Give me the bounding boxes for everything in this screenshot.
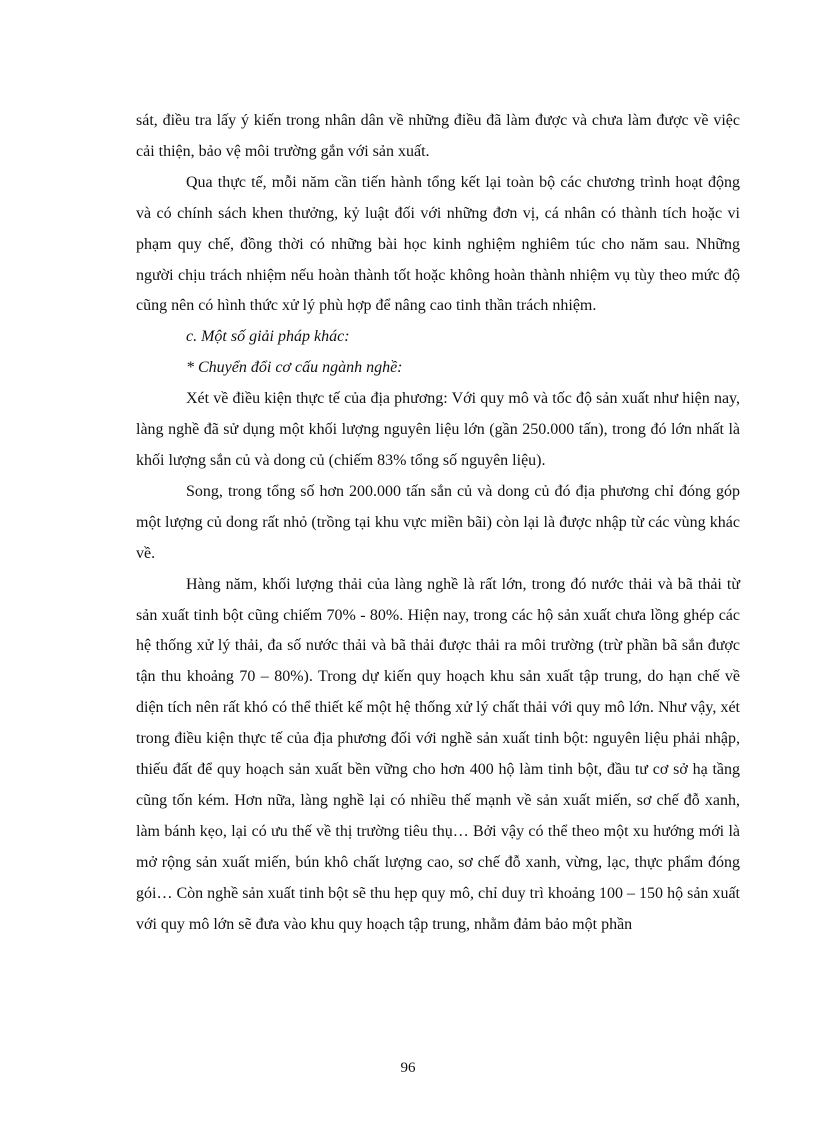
document-page [136,106,740,940]
paragraph-continuation: sát, điều tra lấy ý kiến trong nhân dân về những điều đã làm được và chưa làm được về việc cải thiện, bảo vệ môi trường gắn với sản xuất. [136,112,740,160]
page-number: 96 [400,1060,416,1076]
sub-heading: * Chuyển đổi cơ cấu ngành nghề: [186,359,403,377]
paragraph-local-conditions: Xét về điều kiện thực tế của địa phương: Với quy mô và tốc độ sản xuất như hiện nay, làng nghề đã sử dụng một khối lượng nguyên liệu lớn (gần 250.000 tấn), trong đó lớn nhất là khối lượng sắn củ và dong củ (chiếm 83% tổng số nguyên liệu). [136,390,740,469]
paragraph-waste-volume: Hàng năm, khối lượng thải của làng nghề là rất lớn, trong đó nước thải và bã thải từ sản xuất tinh bột cũng chiếm 70% - 80%. Hiện nay, trong các hộ sản xuất chưa lồng ghép các hệ thống xử lý thải, đa số nước thải và bã thải được thải ra môi trường (trừ phần bã sắn được tận thu khoảng 70 – 80%). Trong dự kiến quy hoạch khu sản xuất tập trung, do hạn chế về diện tích nên rất khó có thể thiết kế một hệ thống xử lý chất thải với quy mô lớn. Như vậy, xét trong điều kiện thực tế của địa phương đối với nghề sản xuất tinh bột: nguyên liệu phải nhập, thiếu đất để quy hoạch sản xuất bền vững cho hơn 400 hộ làm tinh bột, đầu tư cơ sở hạ tầng cũng tốn kém. Hơn nữa, làng nghề lại có nhiều thế mạnh về sản xuất miến, sơ chế đỗ xanh, làm bánh kẹo, lại có ưu thế về thị trường tiêu thụ… Bởi vậy có thể theo một xu hướng mới là mở rộng sản xuất miến, bún khô chất lượng cao, sơ chế đỗ xanh, vừng, lạc, thực phẩm đóng gói… Còn nghề sản xuất tinh bột sẽ thu hẹp quy mô, chỉ duy trì khoảng 100 – 150 hộ sản xuất với quy mô lớn sẽ đưa vào khu quy hoạch tập trung, nhằm đảm bảo một phần [136,575,740,933]
paragraph-raw-materials: Song, trong tổng số hơn 200.000 tấn sắn củ và dong củ đó địa phương chỉ đóng góp một lượng củ dong rất nhỏ (trồng tại khu vực miền bãi) còn lại là được nhập từ các vùng khác về. [136,482,740,562]
section-heading: c. Một số giải pháp khác: [186,328,350,346]
paragraph-summary-review: Qua thực tế, mỗi năm cần tiến hành tổng kết lại toàn bộ các chương trình hoạt động và có chính sách khen thưởng, kỷ luật đối với những đơn vị, cá nhân có thành tích hoặc vi phạm quy chế, đồng thời có những bài học kinh nghiệm nghiêm túc cho năm sau. Những người chịu trách nhiệm nếu hoàn thành tốt hoặc không hoàn thành nhiệm vụ tùy theo mức độ cũng nên có hình thức xử lý phù hợp để nâng cao tinh thần trách nhiệm. [136,173,740,315]
